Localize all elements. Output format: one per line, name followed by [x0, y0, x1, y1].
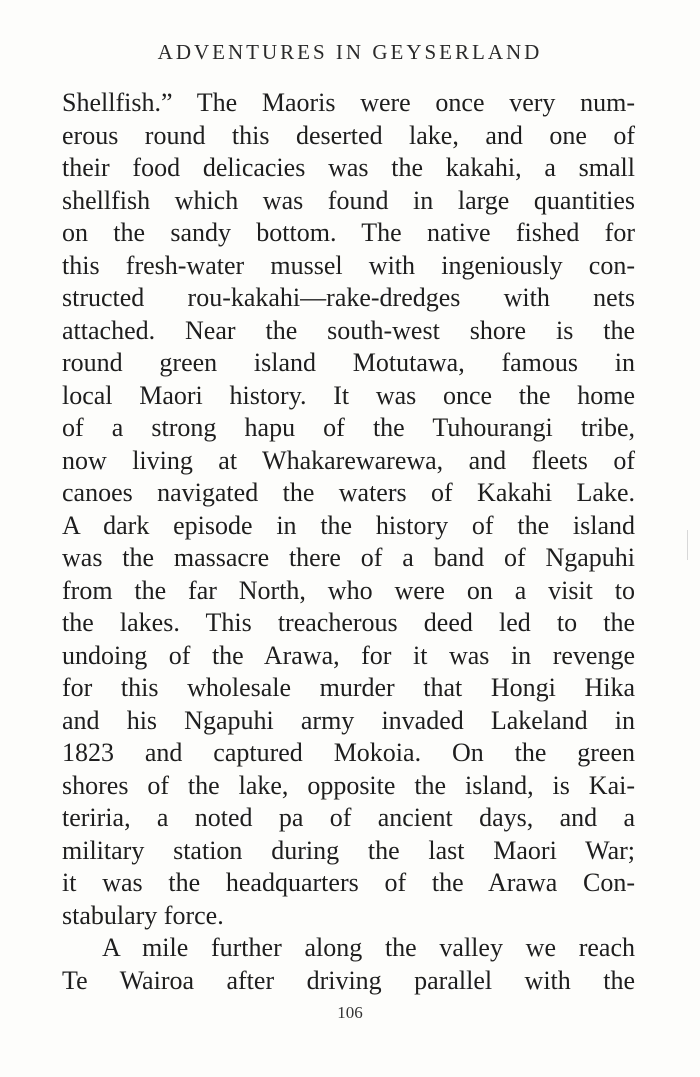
page-number: 106 [337, 1003, 363, 1022]
text-line: now living at Whakarewarewa, and fleets of [62, 445, 635, 475]
text-line: undoing of the Arawa, for it was in revenge [62, 640, 635, 670]
page-edge-mark [687, 530, 688, 560]
text-line: A mile further along the valley we reach [102, 933, 635, 962]
text-line: attached. Near the south-west shore is the [62, 315, 635, 345]
text-line: their food delicacies was the kakahi, a small [62, 153, 635, 182]
text-line: local Maori history. It was once the home [62, 380, 635, 410]
text-line: structed rou-kakahi—rake-dredges with nets [62, 283, 635, 312]
text-line: stabulary force. [62, 900, 224, 930]
text-line: from the far North, who were on a visit to [62, 575, 635, 605]
running-head: ADVENTURES IN GEYSERLAND [157, 40, 543, 64]
text-line: shellfish which was found in large quantities [62, 185, 635, 215]
text-line: 1823 and captured Mokoia. On the green [62, 738, 635, 767]
text-line: Shellfish.” The Maoris were once very num- [62, 88, 635, 117]
text-line: canoes navigated the waters of Kakahi Lake. [62, 478, 635, 507]
text-line: this fresh-water mussel with ingeniously con- [62, 250, 635, 280]
text-line: it was the headquarters of the Arawa Con- [62, 868, 635, 897]
text-line: on the sandy bottom. The native fished for [62, 218, 635, 247]
text-line: A dark episode in the history of the island [62, 510, 635, 540]
text-line: and his Ngapuhi army invaded Lakeland in [62, 705, 635, 735]
text-line: of a strong hapu of the Tuhourangi tribe, [62, 413, 635, 442]
body-text [62, 87, 635, 997]
text-line: was the massacre there of a band of Ngapuhi [62, 543, 635, 572]
text-line: shores of the lake, opposite the island, is Kai- [62, 770, 635, 800]
text-line: round green island Motutawa, famous in [62, 348, 635, 377]
text-line: teriria, a noted pa of ancient days, and a [62, 803, 635, 832]
text-line: for this wholesale murder that Hongi Hika [62, 673, 635, 702]
text-line: the lakes. This treacherous deed led to the [62, 608, 635, 637]
text-line: military station during the last Maori War; [62, 835, 635, 865]
text-line: erous round this deserted lake, and one of [62, 120, 635, 150]
text-line: Te Wairoa after driving parallel with the [62, 965, 635, 995]
